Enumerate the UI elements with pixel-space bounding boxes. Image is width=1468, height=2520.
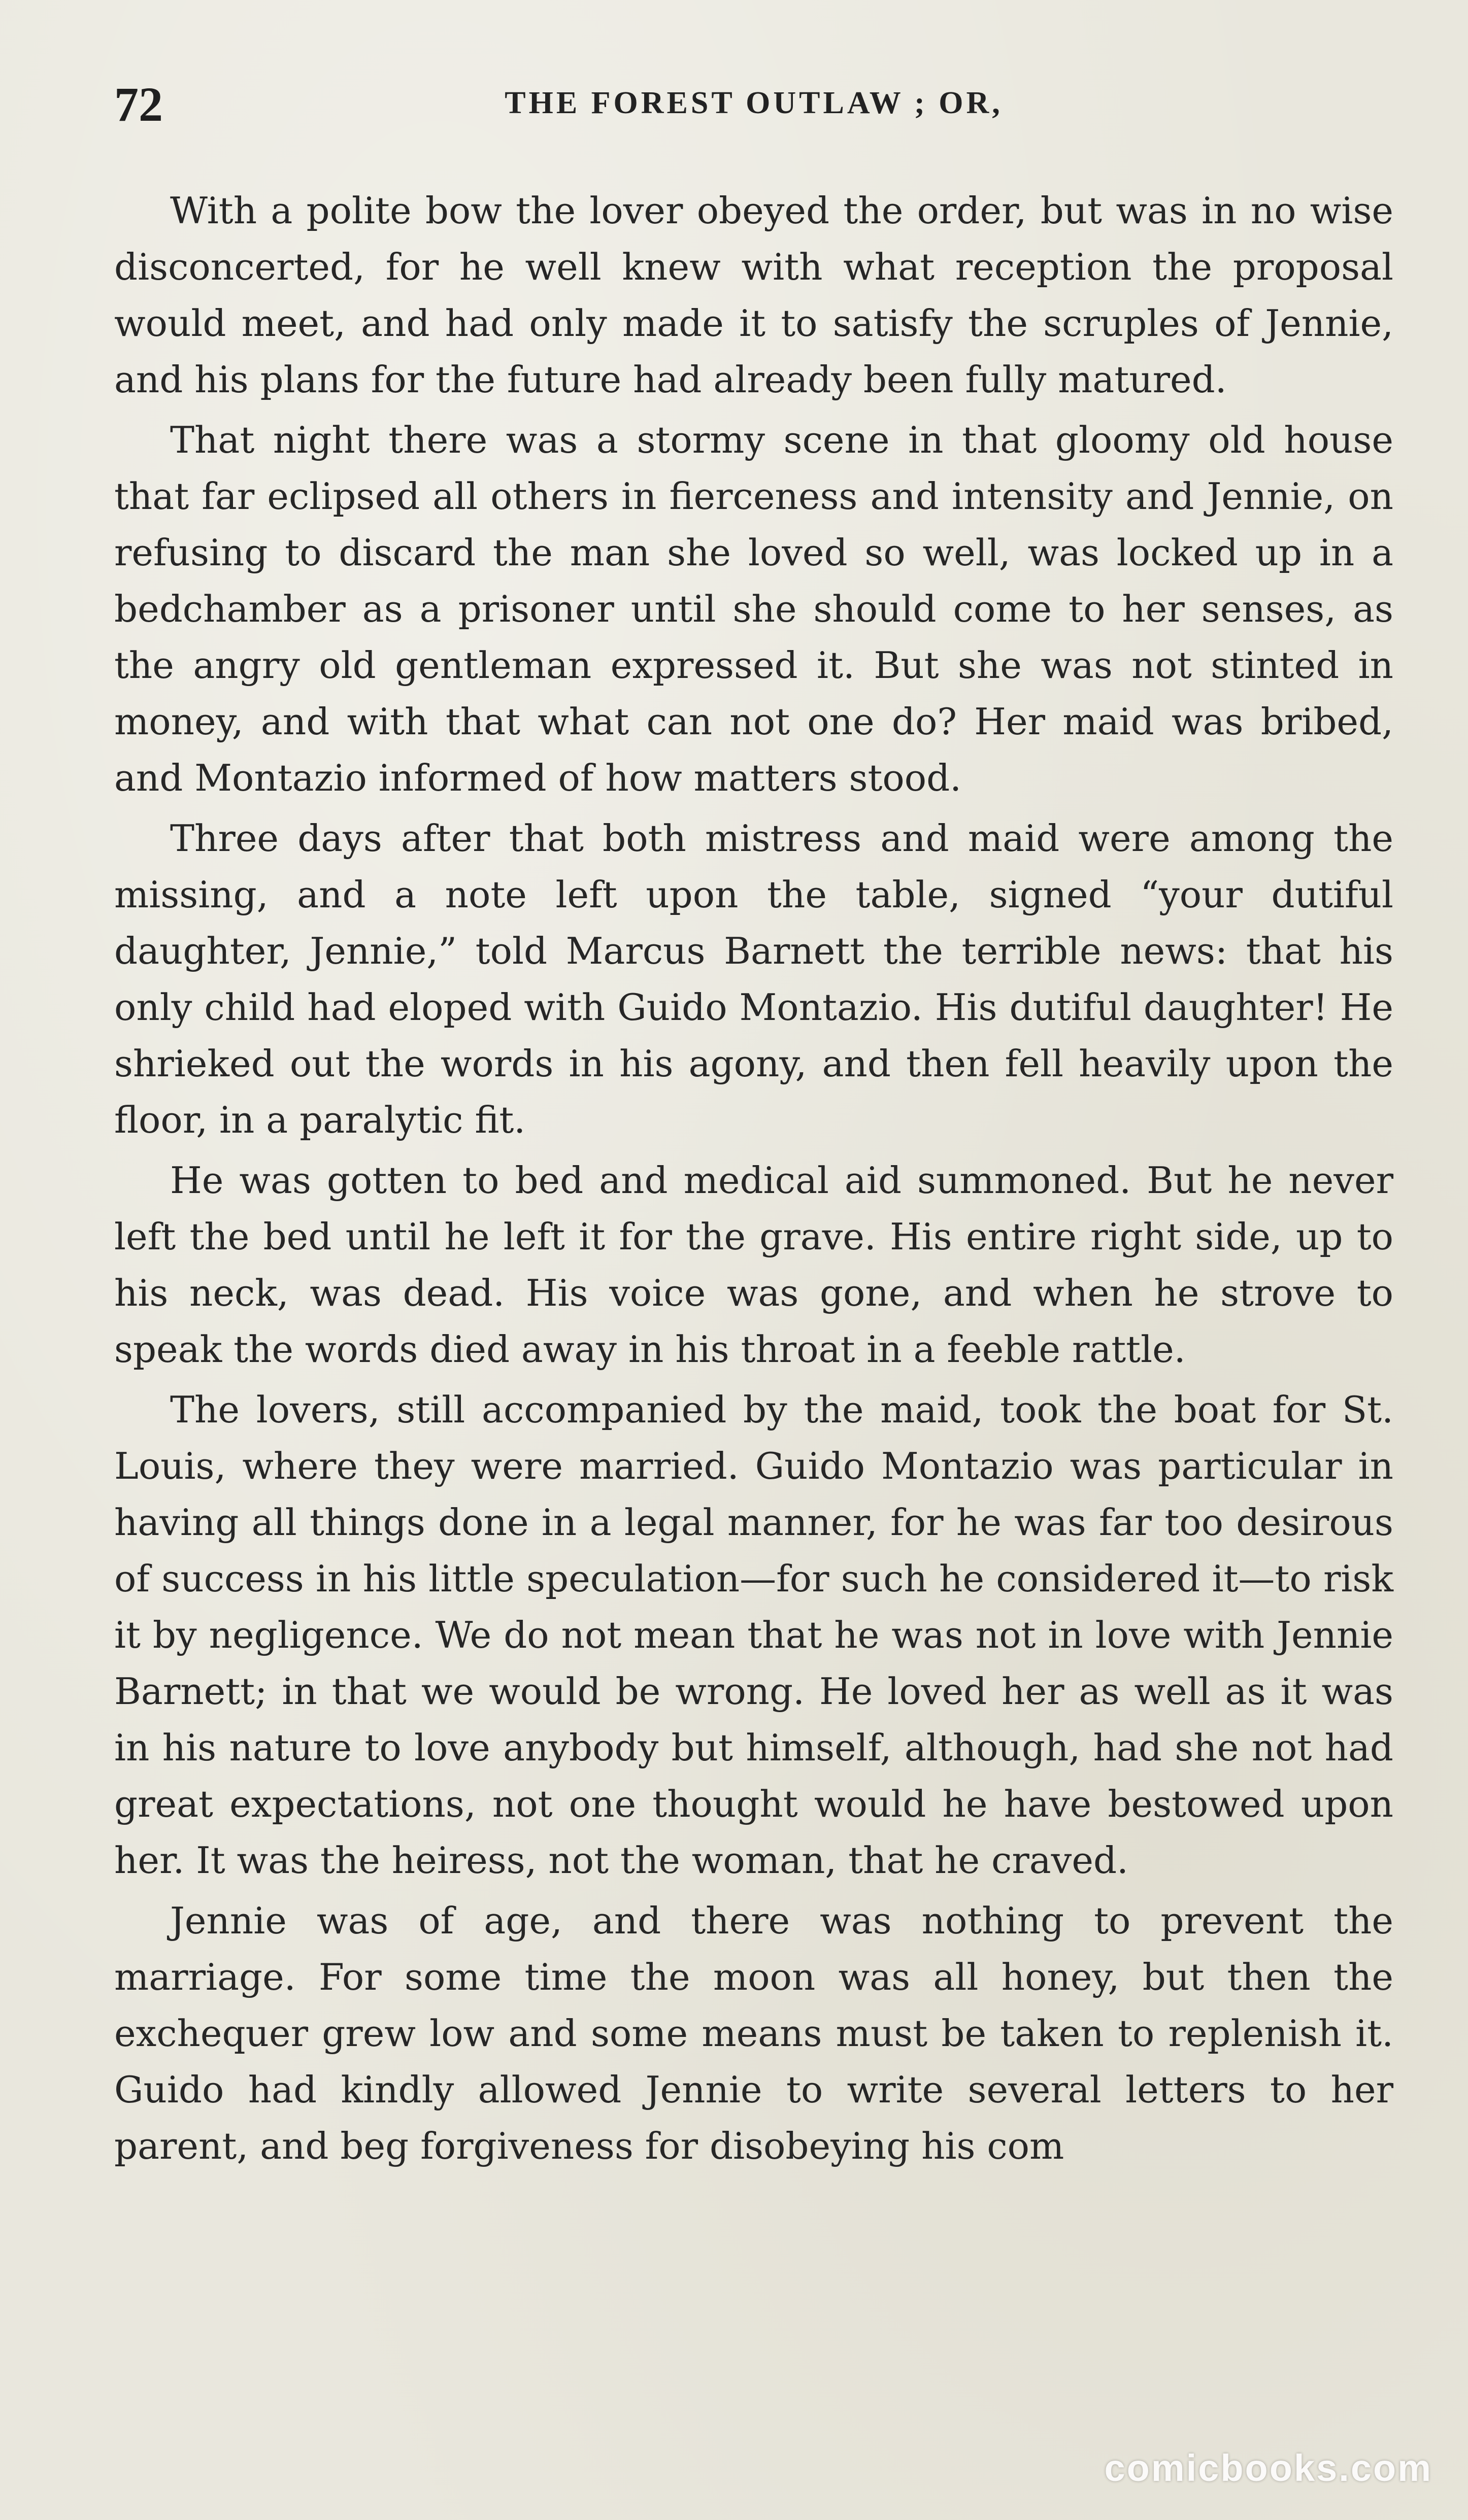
page-number: 72 [114, 77, 163, 131]
paragraph: He was gotten to bed and medical aid summoned. But he never left the bed until he left it for the grave. His entire right side, up to his neck, was dead. His voice was gone, and when he strove to speak the words died away in his throat in a feeble rattle. [114, 1159, 1393, 1371]
paragraph: With a polite bow the lover obeyed the order, but was in no wise disconcerted, for he well knew with what reception the proposal would meet, and had only made it to satisfy the scruples of Jennie, and his plans for the future had already been fully matured. [114, 189, 1393, 401]
paragraph: Three days after that both mistress and maid were among the missing, and a note left upon the table, signed “your dutiful daughter, Jennie,” told Marcus Barnett the terrible news: that his only child had eloped with Guido Montazio. His dutiful daughter! He shrieked out the words in his agony, and then fell heavily upon the floor, in a paralytic fit. [114, 817, 1393, 1141]
watermark: comicbooks.com [1104, 2447, 1432, 2489]
paragraph: The lovers, still accompanied by the maid, took the boat for St. Louis, where they were married. Guido Montazio was particular in having all things done in a legal manner, for he was far too desirous of success in his little speculation—for such he considered it—to risk it by negligence. We do not mean that he was not in love with Jennie Barnett; in that we would be wrong. He loved her as well as it was in his nature to love anybody but himself, although, had she not had great expectations, not one thought would he have bestowed upon her. It was the heiress, not the woman, that he craved. [114, 1388, 1393, 1882]
paragraph: That night there was a stormy scene in that gloomy old house that far eclipsed all others in fierceness and intensity and Jennie, on refusing to discard the man she loved so well, was locked up in a bedchamber as a prisoner until she should come to her senses, as the angry old gentleman expressed it. But she was not stinted in money, and with that what can not one do? Her maid was bribed, and Montazio informed of how matters stood. [114, 419, 1393, 799]
body-text [114, 183, 1393, 2178]
page-header [114, 76, 1393, 132]
paragraph: Jennie was of age, and there was nothing to prevent the marriage. For some time the moon was all honey, but then the exchequer grew low and some means must be taken to replenish it. Guido had kindly allowed Jennie to write several letters to her parent, and beg forgiveness for disobeying his com [114, 1899, 1393, 2167]
running-head: THE FOREST OUTLAW ; OR, [505, 86, 1003, 120]
